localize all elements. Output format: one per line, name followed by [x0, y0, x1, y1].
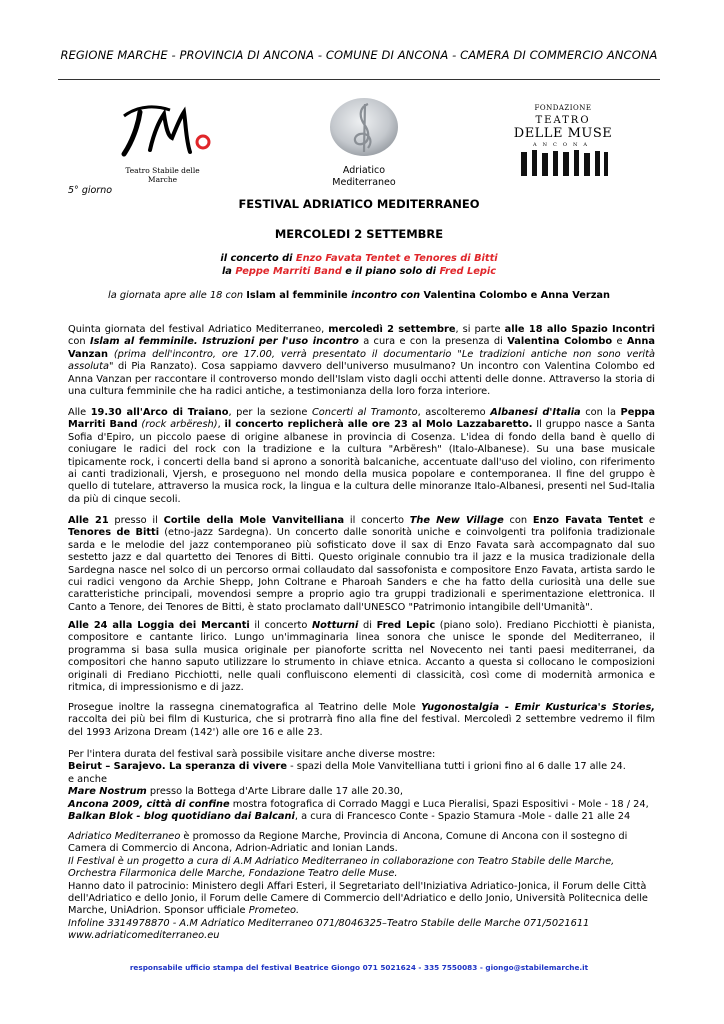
credits-patronage: Hanno dato il patrocinio: Ministero degli Affari Esteri, il Segretariato dell'Iniziativa Adriatico-Jonica, il Forum delle Città dell'Adriatico e dello Jonio, il Forum delle Camere di Commercio dell'Adriatico e dello Jonio, Università Politecnica delle Marche, UniAdrion. Sponsor ufficiale Prometeo.	[68, 880, 648, 917]
subtitle-line1: il concerto di Enzo Favata Tentet e Tenores di Bitti	[220, 253, 498, 264]
treble-clef-oval-icon	[318, 96, 410, 158]
credits-infoline: Infoline 3314978870 - A.M Adriatico Mediterraneo 071/8046325–Teatro Stabile delle Marche 071/5021611	[68, 917, 590, 929]
festival-title: FESTIVAL ADRIATICO MEDITERRANEO	[238, 197, 480, 211]
header-institutions: REGIONE MARCHE - PROVINCIA DI ANCONA - COMUNE DI ANCONA - CAMERA DI COMMERCIO ANCONA	[60, 48, 658, 62]
paragraph-islam: Quinta giornata del festival Adriatico Mediterraneo, mercoledì 2 settembre, si parte alle 18 allo Spazio Incontri con Islam al femminile. Istruzioni per l'uso incontro a cura e con la presenza di Valentina Colombo e Anna Vanzan (prima dell'incontro, ore 17.00, verrà presentato il documentario "Le tradizioni antiche non sono verità assoluta" di Pia Ranzato). Cosa sappiamo davvero dell'universo musulmano? Un incontro con Valentina Colombo ed Anna Vanzan per raccontare il controverso mondo dell'Islam visto dagli occhi attenti delle donne. Attraverso la storia di una cultura femminile che ha radici antiche, a testimonianza della loro forza interiore.	[68, 324, 656, 398]
logo-muse-line4: ANCONA	[533, 142, 593, 148]
exhibit-ancona-2009: Ancona 2009, città di confine mostra fotografica di Corrado Maggi e Luca Pieralisi, Spazi Espositivi - Mole - 18 / 24,	[68, 798, 649, 810]
logo-adriatico-line2: Mediterraneo	[332, 177, 396, 188]
header-divider	[58, 79, 660, 80]
exhibits-and: e anche	[68, 773, 107, 785]
logo-teatro-stabile	[110, 102, 215, 184]
exhibit-balkan-blok: Balkan Blok - blog quotidiano dai Balcani, a cura di Francesco Conte - Spazio Stamura -Mole - dalle 21 alle 24	[68, 811, 631, 823]
logo-adriatico-mediterraneo	[318, 96, 410, 188]
paragraph-albanesi: Alle 19.30 all'Arco di Traiano, per la sezione Concerti al Tramonto, ascolteremo Albanesi d'Italia con la Peppa Marriti Band (rock arbëresh), il concerto replicherà alle ore 23 al Molo Lazzabaretto. Il gruppo nasce a Santa Sofia d'Epiro, un piccolo paese di origine albanese in provincia di Cosenza. L'idea di fondo della band è quello di coniugare le radici del rock con la tradizione e la cultura "Arbëresh" (Italo-Albanese). Su una base musicale tipicamente rock, i concerti della band si aprono a sonorità balcaniche, accentuate dall'uso del violino, con riferimento ai canti tradizionali, Vjersh, e proseguono nel mondo della musica popolare e contemporanea. Il fine del gruppo è quello di tutelare, attraverso la musica rock, la lingua e la cultura delle minoranze Italo-Albanesi, presenti nel Sud-Italia da più di cinque secoli.	[68, 407, 656, 505]
paragraph-new-village: Alle 21 presso il Cortile della Mole Vanvitelliana il concerto The New Village con Enzo Favata Tentet e Tenores de Bitti (etno-jazz Sardegna). Un concerto dalle sonorità uniche e coinvolgenti tra polifonia tradizionale sarda e le melodie del jazz contemporaneo più sofisticato dove il sax di Enzo Favata sarà accompagnato dal suo sestetto jazz e dal quartetto dei Tenores di Bitti. Questo originale connubio tra il jazz e la musica tradizionale della Sardegna nasce nel solco di un percorso ormai collaudato dal sassofonista e compositore Enzo Favata, artista sardo le cui radici vengono da Archie Shepp, John Coltrane e Pharoah Sanders e che ha fatto della curiosità una delle sue caratteristiche principali, movendosi sempre a proprio agio tra gruppi tradizionali e sperimentazione elettronica. Il Canto a Tenore, dei Tenores de Bitti, è stato proclamato dall'UNESCO "Patrimonio intangibile dell'Umanità".	[68, 515, 655, 613]
logo-muse-line2: TEATRO	[535, 115, 591, 126]
exhibits-section	[68, 749, 655, 823]
credits-promoted: Adriatico Mediterraneo è promosso da Regione Marche, Provincia di Ancona, Comune di Ancona con il sostegno di Camera di Commercio di Ancona, Adrion-Adriatic and Ionian Lands.	[68, 831, 628, 855]
exhibit-mare-nostrum: Mare Nostrum presso la Bottega d'Arte Librare dalle 17 alle 20.30,	[68, 786, 403, 798]
subtitle	[58, 252, 660, 278]
paragraph-notturni: Alle 24 alla Loggia dei Mercanti il concerto Notturni di Fred Lepic (piano solo). Frediano Picchiotti è pianista, compositore e cantante lirico. Lungo un'immaginaria linea sonora che unisce le sponde del Mediterraneo, il programma si basa sulla musica originale per pianoforte scritta nel Novecento nei tanti paesi mediterranei, da compositori che hanno saputo utilizzare lo strumento in chiave etnica. Accanto a questa si collocano le composizioni originali di Frediano Picchiotti, nelle quali confluiscono elementi di classicità, così come di modernità armonica e ritmica, di impressionismo e di jazz.	[68, 620, 656, 694]
logo-muse-line3: DELLE MUSE	[513, 126, 613, 141]
credits-project: Il Festival è un progetto a cura di A.M Adriatico Mediterraneo in collaborazione con Teatro Stabile delle Marche, Orchestra Filarmonica delle Marche, Fondazione Teatro delle Muse.	[68, 855, 615, 880]
credits-section	[68, 831, 655, 943]
intro-line: la giornata apre alle 18 con Islam al femminile incontro con Valentina Colombo e Anna Verzan	[107, 290, 611, 301]
paragraph-yugonostalgia: Prosegue inoltre la rassegna cinematografica al Teatrino delle Mole Yugonostalgia - Emir Kusturica's Stories, raccolta dei più bei film di Kusturica, che si protrarrà fino alla fine del festival. Mercoledì 2 settembre vedremo il film del 1993 Arizona Dream (142') alle ore 16 e alle 23.	[68, 702, 655, 738]
logo-teatro-stabile-caption: Teatro Stabile delle Marche	[125, 166, 200, 184]
logo-muse-line1: FONDAZIONE	[534, 104, 592, 112]
date-heading: MERCOLEDI 2 SETTEMBRE	[274, 227, 444, 241]
muse-silhouettes-icon	[515, 148, 611, 178]
logo-adriatico-line1: Adriatico	[342, 165, 386, 176]
credits-website[interactable]: www.adriaticomediterraneo.eu	[68, 930, 220, 942]
logo-teatro-delle-muse	[510, 104, 616, 182]
day-label: 5° giorno	[68, 185, 113, 196]
tm-monogram-icon	[110, 102, 215, 164]
press-office-footer: responsabile ufficio stampa del festival Beatrice Giongo 071 5021624 - 335 7550083 - giongo@stabilemarche.it	[129, 963, 589, 972]
subtitle-line2: la Peppe Marriti Band e il piano solo di Fred Lepic	[221, 266, 497, 277]
exhibit-beirut: Beirut – Sarajevo. La speranza di vivere - spazi della Mole Vanvitelliana tutti i grioni fino al 6 dalle 17 alle 24.	[68, 761, 626, 773]
exhibits-intro: Per l'intera durata del festival sarà possibile visitare anche diverse mostre:	[68, 749, 436, 760]
